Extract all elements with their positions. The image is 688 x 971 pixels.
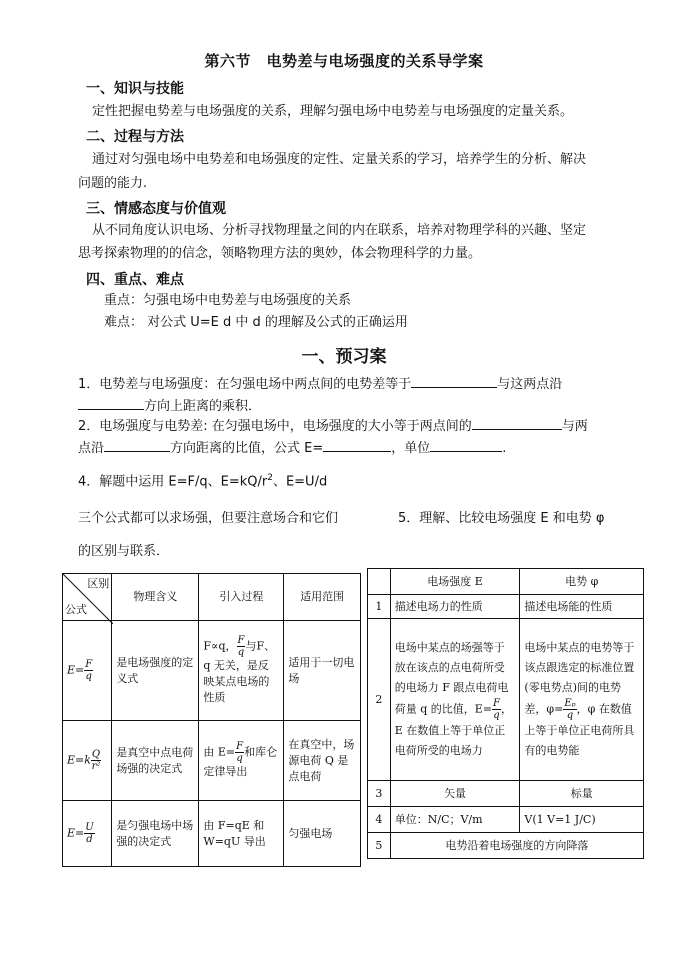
header-scope: 适用范围 <box>284 574 361 621</box>
table-row <box>368 619 644 781</box>
fraction-numerator: U <box>85 822 94 833</box>
page-title: 第六节 电势差与电场强度的关系导学案 <box>204 52 484 70</box>
row-number: 4 <box>368 807 391 833</box>
meaning-cell: 是真空中点电荷场强的决定式 <box>112 721 199 801</box>
process-cell <box>199 721 284 801</box>
question-4-text: 4．解题中运用 E=F/q、E=kQ/r <box>78 474 268 490</box>
table-row <box>368 781 644 807</box>
fraction-numerator: F <box>493 698 500 709</box>
answer-blank[interactable] <box>104 438 170 452</box>
section-1-text: 定性把握电势差与电场强度的关系，理解匀强电场中电势差与电场强度的定量关系。 <box>92 104 574 119</box>
question-2-text-c: 点沿 <box>78 441 105 456</box>
question-2-text-b: 与两 <box>561 419 588 434</box>
preview-heading: 一、预习案 <box>301 347 387 367</box>
row-number: 3 <box>368 781 391 807</box>
formula-cell <box>63 621 112 721</box>
note-left-1: 三个公式都可以求场强，但要注意场合和它们 <box>78 511 339 526</box>
section-3-text-1: 从不同角度认识电场、分析寻找物理量之间的内在联系，培养对物理学科的兴趣、坚定 <box>92 223 587 238</box>
answer-blank[interactable] <box>411 374 497 388</box>
section-4-heading: 四、重点、难点 <box>86 272 184 288</box>
answer-blank[interactable] <box>78 396 144 410</box>
table-row <box>63 621 361 721</box>
scope-cell: 在真空中，场源电荷 Q 是点电荷 <box>284 721 361 801</box>
fraction-numerator: Q <box>91 749 101 760</box>
fraction-denominator: q <box>493 710 500 721</box>
header-meaning: 物理含义 <box>112 574 199 621</box>
merged-cell: 电势沿着电场强度的方向降落 <box>390 833 643 859</box>
scope-cell: 适用于一切电场 <box>284 621 361 721</box>
formula-lhs: E= <box>67 826 85 840</box>
question-2-text-f: . <box>502 441 507 456</box>
process-text-b: 与F、q 无关，是反映某点电场的性质 <box>203 639 276 704</box>
potential-text-b: ，φ 在数值上等于单位正电荷所具有的电势能 <box>524 702 635 757</box>
header-field-strength: 电场强度 E <box>390 569 520 595</box>
formula-lhs: E= <box>67 663 85 677</box>
field-text-a: 电场中某点的场强等于放在该点的点电荷所受的电场力 F 跟点电荷电荷量 q 的比值，E= <box>394 641 509 716</box>
formula-fraction <box>84 659 93 682</box>
process-cell: 由 F=qE 和 W=qU 导出 <box>199 801 284 867</box>
fraction-denominator: d <box>86 834 93 845</box>
note-left-2: 的区别与联系． <box>78 544 170 559</box>
process-text-a: 由 E= <box>203 745 236 759</box>
corner-bottom-label: 公式 <box>65 603 87 616</box>
section-2-text-2: 问题的能力. <box>78 176 148 191</box>
question-2-line-2 <box>78 437 506 460</box>
table-row <box>63 721 361 801</box>
section-3-heading: 三、情感态度与价值观 <box>86 201 226 217</box>
fraction-denominator: r² <box>91 761 101 772</box>
question-4-text-end: 、E=U/d <box>272 474 328 490</box>
table-row <box>368 833 644 859</box>
question-2-line-1 <box>78 415 588 438</box>
field-cell <box>390 619 520 781</box>
fraction-denominator: q <box>237 647 245 658</box>
header-process: 引入过程 <box>199 574 284 621</box>
fraction-denominator: q <box>566 710 574 721</box>
header-potential: 电势 φ <box>520 569 644 595</box>
row-number: 5 <box>368 833 391 859</box>
header-index <box>368 569 391 595</box>
field-cell: 单位：N/C；V/m <box>390 807 520 833</box>
row-number: 1 <box>368 595 391 619</box>
answer-blank[interactable] <box>323 438 391 452</box>
question-1-text-b: 与这两点沿 <box>497 377 563 392</box>
question-1-text-a: 1．电势差与电场强度：在匀强电场中两点间的电势差等于 <box>78 377 412 392</box>
corner-top-label: 区别 <box>87 577 110 590</box>
scope-cell: 匀强电场 <box>284 801 361 867</box>
answer-blank[interactable] <box>472 416 562 430</box>
answer-blank[interactable] <box>430 438 502 452</box>
question-1-text-c: 方向上距离的乘积． <box>144 399 262 414</box>
table-row <box>368 595 644 619</box>
table-row <box>63 801 361 867</box>
field-potential-comparison-table <box>367 568 644 859</box>
section-2-heading: 二、过程与方法 <box>86 129 184 145</box>
potential-text-a: 电场中某点的电势等于该点跟选定的标准位置(零电势点)间的电势差，φ= <box>524 641 635 716</box>
question-1-line-1 <box>78 373 562 396</box>
question-2-text-e: ，单位 <box>391 441 431 456</box>
fraction-numerator: F <box>236 741 244 752</box>
fraction-denominator: q <box>236 753 243 764</box>
question-5: 5．理解、比较电场强度 E 和电势 φ <box>398 511 605 526</box>
meaning-cell: 是匀强电场中场强的决定式 <box>112 801 199 867</box>
formula-cell <box>63 721 112 801</box>
fraction-denominator: q <box>85 671 92 682</box>
potential-cell <box>520 619 644 781</box>
table-row <box>368 807 644 833</box>
potential-cell: V(1 V=1 J/C) <box>520 807 644 833</box>
question-2-text-a: 2．电场强度与电势差: 在匀强电场中，电场强度的大小等于两点间的 <box>78 419 472 434</box>
process-cell <box>199 621 284 721</box>
question-4 <box>78 467 327 493</box>
field-cell: 描述电场力的性质 <box>390 595 520 619</box>
section-2-text-1: 通过对匀强电场中电势差和电场强度的定性、定量关系的学习，培养学生的分析、解决 <box>92 152 587 167</box>
field-cell: 矢量 <box>390 781 520 807</box>
potential-cell: 标量 <box>520 781 644 807</box>
process-text-b: 和库仑定律导出 <box>203 745 278 778</box>
field-fraction <box>492 698 501 721</box>
question-4-superscript: 2 <box>267 473 273 483</box>
row-number: 2 <box>368 619 391 781</box>
table-corner <box>63 574 112 621</box>
formula-cell <box>63 801 112 867</box>
key-point: 重点：匀强电场中电势差与电场强度的关系 <box>104 293 352 308</box>
difficult-point: 难点： 对公式 U=E d 中 d 的理解及公式的正确运用 <box>104 315 408 330</box>
formula-fraction <box>84 822 94 845</box>
fraction-numerator: F <box>237 635 245 646</box>
section-1-heading: 一、知识与技能 <box>86 81 184 97</box>
formula-lhs: E=k <box>67 753 91 767</box>
meaning-cell: 是电场强度的定义式 <box>112 621 199 721</box>
fraction-numerator: Eₚ <box>564 698 576 709</box>
section-3-text-2: 思考探索物理的的信念，领略物理方法的奥妙，体会物理科学的力量。 <box>78 246 482 261</box>
formula-comparison-table <box>62 573 361 867</box>
fraction-numerator: F <box>85 659 93 670</box>
potential-cell: 描述电场能的性质 <box>520 595 644 619</box>
question-2-text-d: 方向距离的比值，公式 E= <box>170 441 324 456</box>
field-text-b: ，E 在数值上等于单位正电荷所受的电场力 <box>394 702 512 757</box>
formula-fraction <box>91 749 101 772</box>
process-fraction <box>235 741 244 764</box>
potential-fraction <box>563 698 576 721</box>
process-text-a: F∝q， <box>203 639 237 653</box>
